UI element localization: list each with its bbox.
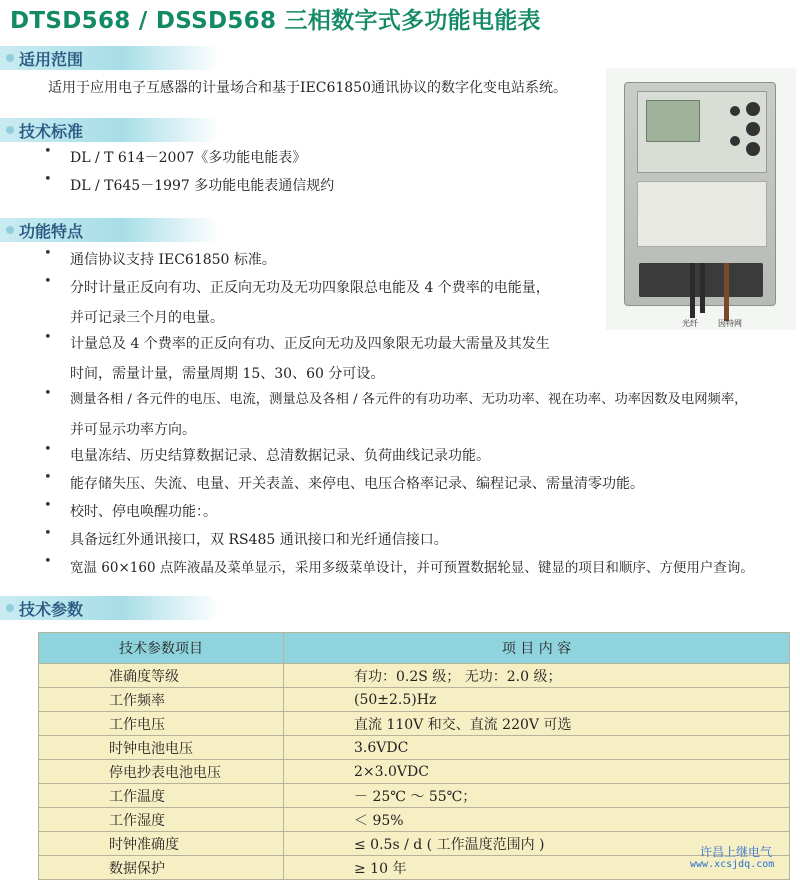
meter-button-icon	[746, 102, 760, 116]
param-value: 3.6VDC	[284, 736, 790, 760]
section-heading-label: 适用范围	[19, 50, 84, 69]
table-row	[39, 808, 790, 832]
scope-text: 适用于应用电子互感器的计量场合和基于IEC61850通讯协议的数字化变电站系统。	[48, 80, 567, 96]
fiber-caption: 光纤	[682, 319, 698, 328]
page-title: DTSD568 / DSSD568 三相数字式多功能电能表	[10, 8, 541, 34]
list-item-continuation: 并可显示功率方向。	[70, 422, 196, 438]
param-value: (50±2.5)Hz	[284, 688, 790, 712]
fiber-cable-icon	[690, 263, 695, 318]
section-heading-label: 技术参数	[19, 600, 84, 619]
list-item-continuation: 并可记录三个月的电量。	[70, 310, 224, 326]
bullet-dot-icon	[6, 226, 14, 234]
watermark-url: www.xcsjdq.com	[690, 859, 775, 870]
param-name: 时钟电池电压	[39, 736, 284, 760]
param-name: 工作频率	[39, 688, 284, 712]
table-row	[39, 712, 790, 736]
meter-nameplate	[637, 181, 767, 247]
table-row	[39, 856, 790, 880]
meter-button-icon	[730, 136, 740, 146]
meter-button-icon	[746, 142, 760, 156]
column-header: 项 目 内 容	[284, 633, 790, 664]
meter-window	[637, 91, 767, 173]
params-table	[38, 632, 790, 880]
param-value: ＜ 95%	[284, 808, 790, 832]
section-heading-features	[0, 218, 220, 242]
param-value: ≥ 10 年	[284, 856, 790, 880]
column-header: 技术参数项目	[39, 633, 284, 664]
table-header-row	[39, 633, 790, 664]
param-name: 数据保护	[39, 856, 284, 880]
meter-button-icon	[730, 106, 740, 116]
ethernet-caption: 因特网	[718, 319, 742, 328]
param-value: － 25℃ ～ 55℃；	[284, 784, 790, 808]
param-value: 有功：0.2S 级； 无功：2.0 级；	[284, 664, 790, 688]
lcd-screen	[646, 100, 700, 142]
table-row	[39, 736, 790, 760]
list-item-continuation: 时间，需量计量，需量周期 15、30、60 分可设。	[70, 366, 385, 382]
section-heading-label: 技术标准	[19, 122, 84, 141]
product-photo	[606, 68, 796, 330]
table-row	[39, 832, 790, 856]
fiber-cable-icon	[700, 263, 705, 313]
table-row	[39, 760, 790, 784]
table-row	[39, 664, 790, 688]
param-name: 停电抄表电池电压	[39, 760, 284, 784]
bullet-dot-icon	[6, 126, 14, 134]
bullet-dot-icon	[6, 604, 14, 612]
param-value: ≤ 0.5s / d ( 工作温度范围内 )	[284, 832, 790, 856]
section-heading-params	[0, 596, 220, 620]
param-value: 2×3.0VDC	[284, 760, 790, 784]
param-name: 工作湿度	[39, 808, 284, 832]
table-row	[39, 688, 790, 712]
watermark-company: 许昌上继电气	[700, 845, 773, 859]
param-name: 工作温度	[39, 784, 284, 808]
section-heading-label: 功能特点	[19, 222, 84, 241]
bullet-dot-icon	[6, 54, 14, 62]
ethernet-cable-icon	[724, 263, 729, 321]
param-name: 工作电压	[39, 712, 284, 736]
table-row	[39, 784, 790, 808]
param-name: 时钟准确度	[39, 832, 284, 856]
param-value: 直流 110V 和交、直流 220V 可选	[284, 712, 790, 736]
param-name: 准确度等级	[39, 664, 284, 688]
meter-button-icon	[746, 122, 760, 136]
section-heading-standards	[0, 118, 220, 142]
section-heading-scope	[0, 46, 220, 70]
